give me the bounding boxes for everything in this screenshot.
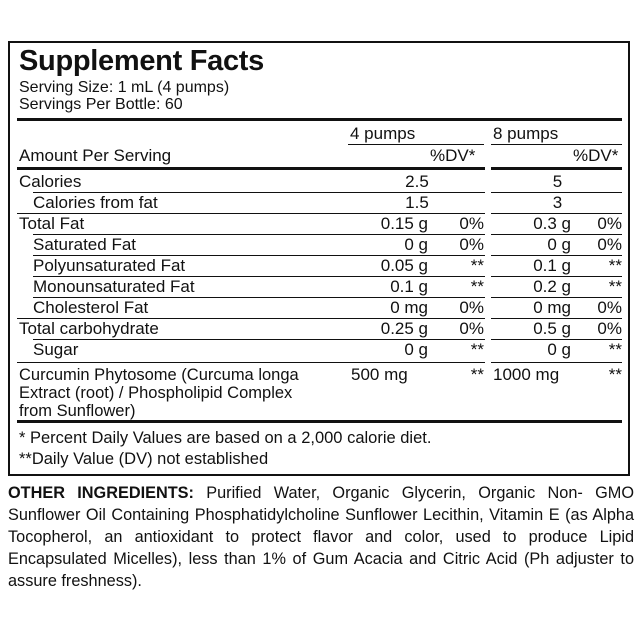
- row-amount-4-pumps: 1.5: [405, 193, 429, 212]
- supplement-facts-panel: [8, 41, 630, 476]
- curcumin-label-line: Curcumin Phytosome (Curcuma longa: [19, 366, 299, 384]
- row-dv-4-pumps: **: [470, 340, 484, 359]
- panel-title: Supplement Facts: [19, 45, 264, 77]
- row-dv-4-pumps: **: [470, 277, 484, 296]
- row-dv-4-pumps: 0%: [459, 235, 484, 254]
- other-ingredients-label: OTHER INGREDIENTS:: [8, 484, 194, 502]
- row-dv-8-pumps: **: [608, 256, 622, 275]
- row-dv-8-pumps: **: [608, 340, 622, 359]
- row-amount-8-pumps: 3: [552, 193, 563, 212]
- curcumin-dv-8-pumps: **: [608, 365, 622, 384]
- serving-size: Serving Size: 1 mL (4 pumps): [19, 79, 230, 96]
- col-header-4-pumps: 4 pumps: [350, 124, 416, 143]
- row-amount-8-pumps: 0.1 g: [533, 256, 571, 275]
- row-divider-full: [17, 362, 622, 363]
- curcumin-dv-4-pumps: **: [470, 365, 484, 384]
- row-amount-4-pumps: 2.5: [405, 172, 429, 191]
- row-dv-8-pumps: **: [608, 277, 622, 296]
- row-amount-8-pumps: 0 mg: [533, 298, 571, 317]
- row-amount-4-pumps: 0 g: [404, 235, 428, 254]
- col-header-8-pumps: 8 pumps: [493, 124, 559, 143]
- col-b-underline: [491, 144, 622, 145]
- dv-header-b: %DV*: [573, 146, 619, 165]
- curcumin-amount-8-pumps: 1000 mg: [493, 365, 560, 384]
- thick-divider-amount: [17, 167, 622, 170]
- row-amount-4-pumps: 0 mg: [390, 298, 428, 317]
- column-gap: [485, 121, 491, 420]
- thick-divider-bottom: [17, 420, 622, 423]
- col-a-underline: [348, 144, 484, 145]
- row-amount-8-pumps: 0.5 g: [533, 319, 571, 338]
- row-amount-8-pumps: 0 g: [547, 235, 571, 254]
- row-amount-8-pumps: 0.2 g: [533, 277, 571, 296]
- row-label: Sugar: [33, 340, 79, 359]
- row-dv-4-pumps: 0%: [459, 214, 484, 233]
- row-dv-4-pumps: 0%: [459, 319, 484, 338]
- row-dv-8-pumps: 0%: [597, 235, 622, 254]
- row-label: Saturated Fat: [33, 235, 137, 254]
- dv-header-a: %DV*: [430, 146, 476, 165]
- row-label: Total Fat: [19, 214, 85, 233]
- row-label: Calories: [19, 172, 82, 191]
- curcumin-amount-4-pumps: 500 mg: [351, 365, 408, 384]
- row-dv-8-pumps: 0%: [597, 214, 622, 233]
- row-label: Total carbohydrate: [19, 319, 159, 338]
- row-amount-8-pumps: 5: [552, 172, 563, 191]
- row-amount-8-pumps: 0 g: [547, 340, 571, 359]
- row-amount-4-pumps: 0.1 g: [390, 277, 428, 296]
- servings-per-bottle: Servings Per Bottle: 60: [19, 96, 183, 113]
- footnote-percent-dv: * Percent Daily Values are based on a 2,000 calorie diet.: [19, 429, 432, 447]
- row-dv-4-pumps: **: [470, 256, 484, 275]
- curcumin-label-line: Extract (root) / Phospholipid Complex: [19, 384, 293, 402]
- row-amount-4-pumps: 0.25 g: [380, 319, 428, 338]
- row-label: Cholesterol Fat: [33, 298, 149, 317]
- row-amount-4-pumps: 0.15 g: [380, 214, 428, 233]
- footnote-dv-not-established: **Daily Value (DV) not established: [19, 450, 269, 468]
- row-amount-4-pumps: 0.05 g: [380, 256, 428, 275]
- other-ingredients-text: Purified Water, Organic Glycerin, Organic Non- GMO Sunflower Oil Containing Phosphatidylcholine Sunflower Lecithin, Vitamin E (as Alpha Tocopherol, an antioxidant to protect flavor and color, used to produce Lipid Encapsulated Micelles), less than 1% of Gum Acacia and Citric Acid (Ph adjuster to assure freshness).: [8, 484, 634, 590]
- row-amount-4-pumps: 0 g: [404, 340, 428, 359]
- row-dv-8-pumps: 0%: [597, 319, 622, 338]
- row-label: Calories from fat: [33, 193, 158, 212]
- row-dv-8-pumps: 0%: [597, 298, 622, 317]
- thick-divider-top: [17, 118, 622, 121]
- amount-per-serving: Amount Per Serving: [19, 146, 172, 165]
- other-ingredients: [8, 482, 634, 592]
- row-dv-4-pumps: 0%: [459, 298, 484, 317]
- row-label: Monounsaturated Fat: [33, 277, 195, 296]
- row-label: Polyunsaturated Fat: [33, 256, 186, 275]
- curcumin-label-line: from Sunflower): [19, 402, 136, 420]
- row-amount-8-pumps: 0.3 g: [533, 214, 571, 233]
